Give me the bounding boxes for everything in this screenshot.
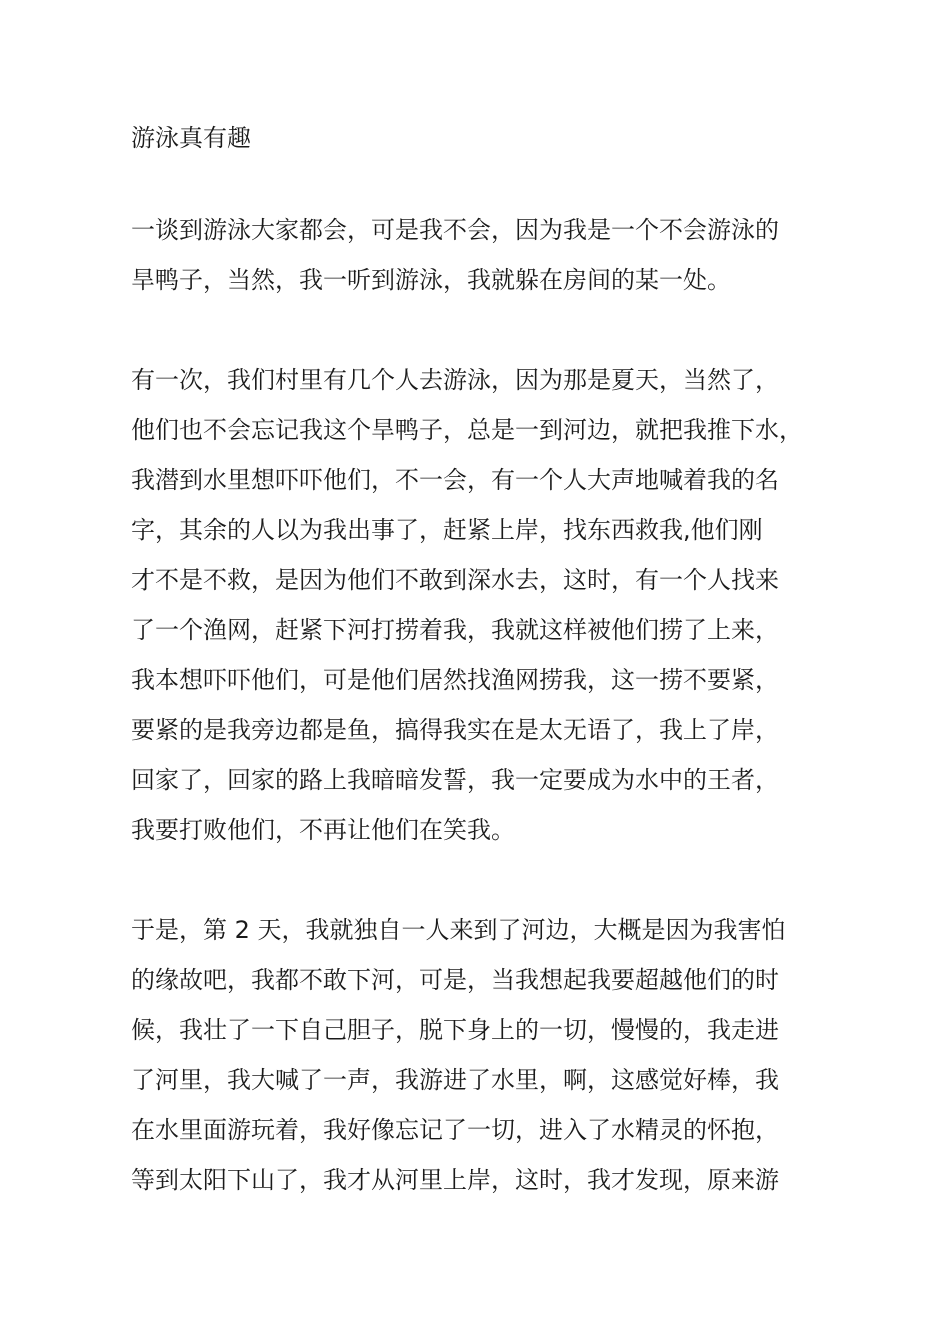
text-line: 的缘故吧，我都不敢下河，可是，当我想起我要超越他们的时 xyxy=(131,966,779,994)
text-line: 我要打败他们，不再让他们在笑我。 xyxy=(131,816,515,844)
text-line: 字，其余的人以为我出事了，赶紧上岸，找东西救我,他们刚 xyxy=(131,516,763,544)
text-line: 才不是不救，是因为他们不敢到深水去，这时，有一个人找来 xyxy=(131,566,779,594)
paragraph-2 xyxy=(131,355,831,855)
text-line: 于是，第 2 天，我就独自一人来到了河边，大概是因为我害怕 xyxy=(131,916,786,944)
text-line: 回家了，回家的路上我暗暗发誓，我一定要成为水中的王者， xyxy=(131,766,779,794)
text-line: 等到太阳下山了，我才从河里上岸，这时，我才发现，原来游 xyxy=(131,1166,779,1194)
paragraph-3 xyxy=(131,905,831,1205)
text-line: 了河里，我大喊了一声，我游进了水里，啊，这感觉好棒，我 xyxy=(131,1066,779,1094)
text-line: 一谈到游泳大家都会，可是我不会，因为我是一个不会游泳的 xyxy=(131,216,779,244)
text-line: 有一次，我们村里有几个人去游泳，因为那是夏天，当然了， xyxy=(131,366,779,394)
text-line: 在水里面游玩着，我好像忘记了一切，进入了水精灵的怀抱， xyxy=(131,1116,779,1144)
text-line: 要紧的是我旁边都是鱼，搞得我实在是太无语了，我上了岸， xyxy=(131,716,779,744)
text-line: 旱鸭子，当然，我一听到游泳，我就躲在房间的某一处。 xyxy=(131,266,731,294)
text-line: 他们也不会忘记我这个旱鸭子，总是一到河边，就把我推下水， xyxy=(131,416,803,444)
document-title: 游泳真有趣 xyxy=(131,124,251,152)
text-line: 候，我壮了一下自己胆子，脱下身上的一切，慢慢的，我走进 xyxy=(131,1016,779,1044)
text-line: 了一个渔网，赶紧下河打捞着我，我就这样被他们捞了上来， xyxy=(131,616,779,644)
text-line: 我潜到水里想吓吓他们，不一会，有一个人大声地喊着我的名 xyxy=(131,466,779,494)
text-line: 我本想吓吓他们，可是他们居然找渔网捞我，这一捞不要紧， xyxy=(131,666,779,694)
paragraph-1 xyxy=(131,205,831,305)
